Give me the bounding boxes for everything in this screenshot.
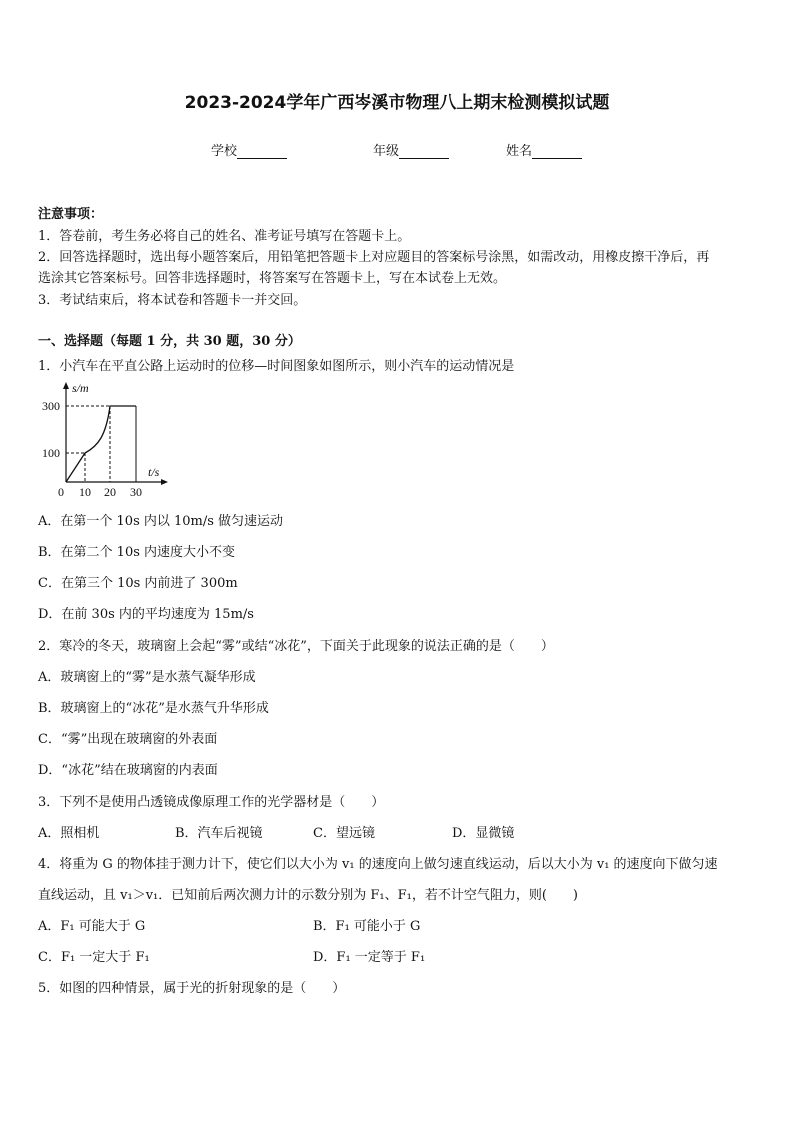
question-4-stem-line1: 4．将重为 G 的物体挂于测力计下，使它们以大小为 v₁ 的速度向上做匀速直线运动，后以大小为 v₁ 的速度向下做匀速 bbox=[38, 857, 718, 872]
x-tick-label: 20 bbox=[104, 485, 116, 499]
notice-item: 1．答卷前，考生务必将自己的姓名、准考证号填写在答题卡上。 bbox=[38, 229, 411, 244]
school-blank bbox=[237, 144, 287, 159]
question-5-stem: 5．如图的四种情景，属于光的折射现象的是（ ） bbox=[38, 981, 346, 996]
question-3-option-b[interactable]: B．汽车后视镜 bbox=[175, 826, 263, 841]
notice-item: 3．考试结束后，将本试卷和答题卡一并交回。 bbox=[38, 293, 307, 308]
question-2-option-a[interactable]: A．玻璃窗上的“雾”是水蒸气凝华形成 bbox=[38, 670, 256, 685]
grade-field bbox=[373, 140, 449, 159]
question-1-option-b[interactable]: B．在第二个 10s 内速度大小不变 bbox=[38, 545, 236, 560]
question-1-option-a[interactable]: A．在第一个 10s 内以 10m/s 做匀速运动 bbox=[38, 514, 284, 529]
exam-title: 2023-2024学年广西岑溪市物理八上期末检测模拟试题 bbox=[184, 93, 610, 113]
question-4-option-d[interactable]: D．F₁ 一定等于 F₁ bbox=[313, 950, 426, 965]
question-1-stem: 1．小汽车在平直公路上运动时的位移—时间图象如图所示，则小汽车的运动情况是 bbox=[38, 359, 515, 374]
section-heading: 一、选择题（每题 1 分，共 30 题，30 分） bbox=[38, 334, 301, 349]
name-field bbox=[506, 140, 582, 159]
notice-item: 选涂其它答案标号。回答非选择题时，将答案写在答题卡上，写在本试卷上无效。 bbox=[38, 271, 507, 286]
question-1-option-c[interactable]: C．在第三个 10s 内前进了 300m bbox=[38, 576, 238, 591]
school-label: 学校 bbox=[211, 144, 238, 159]
x-axis-arrow bbox=[161, 479, 168, 485]
notice-item: 2．回答选择题时，选出每小题答案后，用铅笔把答题卡上对应题目的答案标号涂黑，如需改动，用橡皮擦干净后，再 bbox=[38, 250, 710, 265]
x-axis-label: t/s bbox=[148, 465, 160, 479]
displacement-time-graph bbox=[38, 380, 168, 500]
question-3-option-c[interactable]: C．望远镜 bbox=[313, 826, 375, 841]
question-4-option-c[interactable]: C．F₁ 一定大于 F₁ bbox=[38, 950, 150, 965]
graph-curve bbox=[66, 406, 136, 482]
grade-blank bbox=[399, 144, 449, 159]
question-1-option-d[interactable]: D．在前 30s 内的平均速度为 15m/s bbox=[38, 607, 254, 622]
question-4-option-b[interactable]: B．F₁ 可能小于 G bbox=[313, 919, 421, 934]
question-2-option-c[interactable]: C．“雾”出现在玻璃窗的外表面 bbox=[38, 732, 218, 747]
question-2-stem: 2．寒冷的冬天，玻璃窗上会起“雾”或结“冰花”，下面关于此现象的说法正确的是（ ） bbox=[38, 639, 554, 654]
x-tick-label: 30 bbox=[130, 485, 142, 499]
y-tick-label: 100 bbox=[42, 446, 60, 460]
grade-label: 年级 bbox=[373, 144, 400, 159]
y-axis-label: s/m bbox=[72, 381, 89, 395]
question-4-stem-line2: 直线运动，且 v₁＞v₁．已知前后两次测力计的示数分别为 F₁、F₁，若不计空气阻力，则( ) bbox=[38, 888, 578, 903]
x-tick-label: 0 bbox=[58, 485, 64, 499]
question-3-option-a[interactable]: A．照相机 bbox=[38, 826, 100, 841]
school-field bbox=[211, 140, 287, 159]
name-label: 姓名 bbox=[506, 144, 533, 159]
question-3-option-d[interactable]: D．显微镜 bbox=[452, 826, 515, 841]
y-axis-arrow bbox=[63, 382, 69, 389]
question-2-option-d[interactable]: D．“冰花”结在玻璃窗的内表面 bbox=[38, 763, 218, 778]
y-tick-label: 300 bbox=[42, 399, 60, 413]
question-4-option-a[interactable]: A．F₁ 可能大于 G bbox=[38, 919, 146, 934]
question-3-stem: 3．下列不是使用凸透镜成像原理工作的光学器材是（ ） bbox=[38, 795, 385, 810]
x-tick-label: 10 bbox=[79, 485, 91, 499]
question-2-option-b[interactable]: B．玻璃窗上的“冰花”是水蒸气升华形成 bbox=[38, 701, 269, 716]
name-blank bbox=[532, 144, 582, 159]
notice-heading: 注意事项： bbox=[38, 207, 104, 222]
